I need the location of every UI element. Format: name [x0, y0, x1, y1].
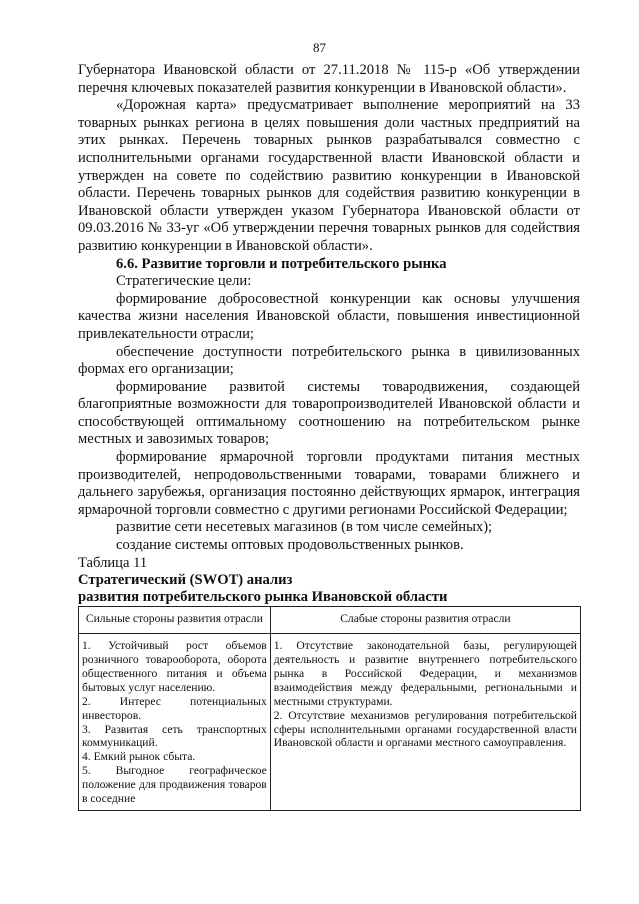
table-label: Таблица 11 — [78, 554, 148, 571]
swot-table — [78, 606, 581, 811]
paragraph: Губернатора Ивановской области от 27.11.2018 № 115-р «Об утверждении перечня ключевых показателей развития конкуренции в Ивановской области». — [78, 62, 580, 96]
strength-item: 4. Емкий рынок сбыта. — [82, 750, 196, 764]
header-weaknesses: Слабые стороны развития отрасли — [270, 607, 580, 634]
section-heading: 6.6. Развитие торговли и потребительского рынка — [116, 255, 447, 272]
table-title — [78, 572, 580, 605]
strength-item: 1. Устойчивый рост объемов розничного товарооборота, оборота общественного питания и объема бытовых услуг населению. — [82, 639, 267, 694]
paragraph: «Дорожная карта» предусматривает выполнение мероприятий на 33 товарных рынках региона в целях повышения доли частных предприятий на этих рынках. Перечень товарных рынков разрабатывался совместно с исполнительными органами государственной власти Ивановской области и утвержден на совете по содействию развитию конкуренции в Ивановской области. Перечень товарных рынков для содействия развитию конкуренции в Ивановской области утвержден указом Губернатора Ивановской области от 09.03.2016 № 33-уг «Об утверждении перечня товарных рынков для содействия развитию конкуренции в Ивановской области». — [78, 97, 580, 254]
goal-item: формирование добросовестной конкуренции как основы улучшения качества жизни населения Ивановской области, повышения инвестиционной привлекательности отрасли; — [78, 290, 580, 342]
page-number: 87 — [313, 40, 326, 55]
document-body — [78, 62, 580, 811]
header-strengths: Сильные стороны развития отрасли — [79, 607, 271, 634]
table-row — [79, 634, 581, 811]
strength-item: 2. Интерес потенциальных инвесторов. — [82, 694, 267, 722]
goal-item: формирование ярмарочной торговли продуктами питания местных производителей, непродовольственными товарами, товарами ближнего и дальнего зарубежья, организация постоянно действующих ярмарок, интеграция ярмарочной торговли совместно с другими регионами Российской Федерации; — [78, 449, 580, 518]
table-title-line: Стратегический (SWOT) анализ — [78, 572, 293, 589]
goals-intro: Стратегические цели: — [116, 273, 252, 290]
goal-item: формирование развитой системы товародвижения, создающей благоприятные возможности для товаропроизводителей Ивановской области и способствующей оптимальному соотношению на потребительском рынке местных и завозимых товаров; — [78, 378, 580, 448]
goal-item: обеспечение доступности потребительского рынка в цивилизованных формах его организации; — [78, 343, 580, 378]
weakness-item: 2. Отсутствие механизмов регулирования потребительской сферы исполнительными органами государственной власти Ивановской области и органами местного самоуправления. — [273, 708, 577, 750]
goal-item: создание системы оптовых продовольственных рынков. — [116, 537, 464, 554]
weaknesses-cell — [270, 634, 580, 811]
strength-item: 3. Развитая сеть транспортных коммуникаций. — [82, 722, 267, 750]
strength-item: 5. Выгодное географическое положение для продвижения товаров в соседние — [82, 764, 267, 806]
strengths-cell — [79, 634, 271, 811]
weakness-item: 1. Отсутствие законодательной базы, регулирующей деятельность и развитие внутреннего потребительского рынка в Российской Федерации, и механизмов взаимодействия между федеральными, региональными и местными структурами. — [273, 639, 577, 708]
table-header-row — [79, 607, 581, 634]
table-title-line: развития потребительского рынка Ивановской области — [78, 588, 448, 605]
goal-item: развитие сети несетевых магазинов (в том числе семейных); — [116, 519, 493, 536]
